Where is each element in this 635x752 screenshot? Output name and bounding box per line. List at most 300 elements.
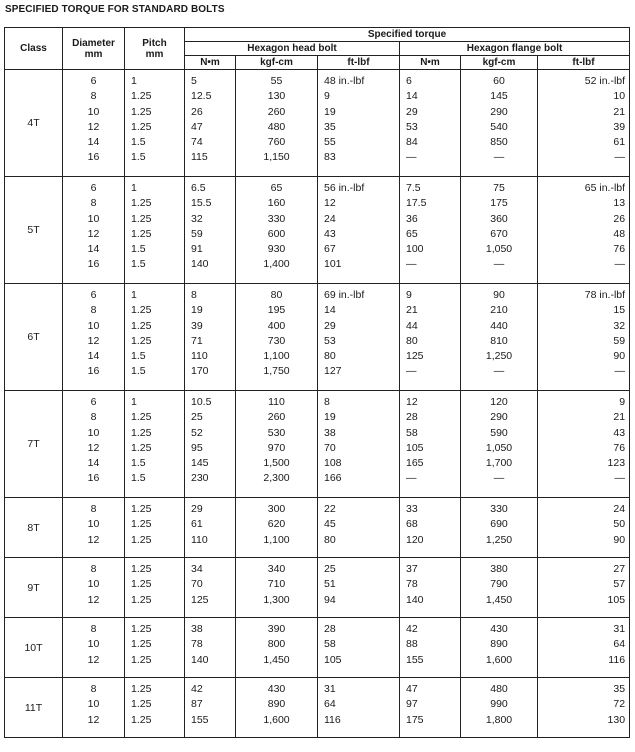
head-kgfcm-cell [236, 284, 318, 391]
pitch-value: 1.25 [131, 713, 152, 726]
pitch-value: 1.5 [131, 457, 146, 470]
flange-ftlbf-value: 116 [608, 653, 626, 666]
class-cell: 4T [5, 70, 63, 177]
pitch-value: 1.25 [131, 212, 152, 225]
diameter-value: 12 [87, 334, 100, 347]
head-nm-value: 70 [191, 578, 203, 591]
pitch-value: 1.25 [131, 227, 152, 240]
head-nm-value: 26 [191, 105, 203, 118]
flange-nm-value: 17.5 [406, 197, 427, 210]
diameter-value: 8 [90, 623, 97, 635]
head-nm-value: 170 [191, 365, 209, 378]
head-kgfcm-value: 260 [267, 411, 286, 424]
flange-ftlbf-value: 35 [613, 683, 626, 695]
head-kgfcm-value: 130 [267, 90, 286, 103]
head-ftlbf-value: 19 [324, 105, 336, 118]
head-ftlbf-value: 80 [324, 533, 336, 546]
pitch-cell [125, 70, 185, 177]
head-kgfcm-value: 730 [267, 334, 286, 347]
head-nm-value: 34 [191, 563, 203, 575]
flange-nm-value: 84 [406, 136, 418, 149]
head-ftlbf-value: 8 [324, 396, 330, 408]
flange-ftlbf-value: 13 [613, 197, 626, 210]
flange-nm-value: 68 [406, 518, 418, 531]
pitch-value: 1.5 [131, 243, 146, 256]
flange-nm-value: 165 [406, 457, 424, 470]
flange-nm-value: 78 [406, 578, 418, 591]
head-nm-value: 38 [191, 623, 203, 635]
diameter-value: 8 [90, 90, 97, 103]
flange-kgfcm-value: 670 [490, 227, 508, 240]
pitch-value: 1.25 [131, 304, 152, 317]
header-diameter: Diameter mm [63, 28, 125, 70]
head-ftlbf-value: 38 [324, 426, 336, 439]
head-nm-value: 59 [191, 227, 203, 240]
flange-kgfcm-value: 360 [490, 212, 508, 225]
head-nm-value: 125 [191, 593, 209, 606]
head-nm-value: 25 [191, 411, 203, 424]
flange-kgfcm-cell [461, 678, 538, 738]
head-ftlbf-value: 14 [324, 304, 336, 317]
diameter-value: 14 [87, 136, 100, 149]
head-ftlbf-value: 64 [324, 698, 336, 711]
flange-nm-value: — [406, 472, 417, 485]
head-nm-value: 145 [191, 457, 209, 470]
flange-ftlbf-value: 64 [613, 638, 626, 651]
class-group-row [5, 558, 630, 618]
flange-kgfcm-value: — [493, 365, 505, 378]
pitch-value: 1.25 [131, 90, 152, 103]
flange-kgfcm-value: 990 [490, 698, 508, 711]
class-cell: 10T [5, 618, 63, 678]
header-head-kgfcm: kgf-cm [236, 56, 318, 70]
head-nm-value: 78 [191, 638, 203, 651]
document-title: SPECIFIED TORQUE FOR STANDARD BOLTS [5, 4, 225, 15]
head-nm-value: 87 [191, 698, 203, 711]
head-kgfcm-value: 800 [267, 638, 286, 651]
head-nm-value: 140 [191, 258, 209, 271]
flange-kgfcm-value: 850 [490, 136, 508, 149]
head-kgfcm-value: 80 [270, 289, 283, 301]
head-nm-value: 12.5 [191, 90, 212, 103]
head-ftlbf-value: 28 [324, 623, 336, 635]
flange-ftlbf-value: 50 [613, 518, 626, 531]
flange-kgfcm-value: — [493, 151, 505, 164]
flange-ftlbf-value: 21 [613, 105, 626, 118]
head-ftlbf-cell [318, 177, 400, 284]
flange-kgfcm-value: — [493, 258, 505, 271]
diameter-value: 12 [87, 120, 100, 133]
head-ftlbf-value: 58 [324, 638, 336, 651]
pitch-value: 1.5 [131, 151, 146, 164]
flange-kgfcm-value: 690 [490, 518, 508, 531]
head-ftlbf-value: 83 [324, 151, 336, 164]
flange-ftlbf-value: 90 [613, 350, 626, 363]
class-group-row [5, 391, 630, 498]
flange-ftlbf-value: — [614, 365, 626, 378]
head-nm-value: 19 [191, 304, 203, 317]
pitch-value: 1.25 [131, 578, 152, 591]
flange-nm-value: 44 [406, 319, 418, 332]
flange-nm-value: — [406, 258, 417, 271]
flange-ftlbf-value: 24 [613, 503, 626, 515]
header-class: Class [5, 28, 63, 70]
head-kgfcm-value: 340 [267, 563, 286, 575]
head-kgfcm-value: 1,450 [263, 653, 290, 666]
head-nm-cell [185, 70, 236, 177]
diameter-value: 6 [90, 396, 97, 408]
pitch-value: 1.5 [131, 350, 146, 363]
diameter-value: 10 [87, 518, 100, 531]
flange-kgfcm-value: 1,800 [485, 713, 513, 726]
head-kgfcm-value: 110 [268, 396, 285, 408]
head-kgfcm-value: 620 [267, 518, 286, 531]
flange-nm-value: 53 [406, 120, 418, 133]
class-cell: 9T [5, 558, 63, 618]
pitch-value: 1.25 [131, 105, 152, 118]
flange-ftlbf-value: 10 [613, 90, 626, 103]
header-flange-nm: N•m [400, 56, 461, 70]
diameter-value: 14 [87, 350, 100, 363]
head-kgfcm-value: 760 [267, 136, 286, 149]
head-ftlbf-value: 53 [324, 334, 336, 347]
head-kgfcm-value: 1,600 [263, 713, 290, 726]
flange-kgfcm-cell [461, 558, 538, 618]
head-nm-value: 15.5 [191, 197, 212, 210]
flange-ftlbf-cell [538, 498, 630, 558]
head-ftlbf-value: 101 [324, 258, 342, 271]
head-kgfcm-value: 430 [267, 683, 286, 695]
flange-kgfcm-value: 380 [490, 563, 508, 575]
flange-nm-value: 9 [406, 289, 412, 301]
flange-nm-value: 80 [406, 334, 418, 347]
flange-kgfcm-cell [461, 391, 538, 498]
flange-ftlbf-value: 76 [613, 441, 626, 454]
flange-kgfcm-value: 1,700 [485, 457, 513, 470]
head-nm-cell [185, 177, 236, 284]
flange-nm-cell [400, 498, 461, 558]
pitch-value: 1.25 [131, 503, 152, 515]
flange-nm-value: 36 [406, 212, 418, 225]
head-ftlbf-value: 29 [324, 319, 336, 332]
pitch-value: 1.25 [131, 319, 152, 332]
head-nm-value: 115 [191, 151, 208, 164]
flange-kgfcm-value: 90 [493, 289, 505, 301]
head-kgfcm-value: 400 [267, 319, 286, 332]
head-kgfcm-value: 65 [270, 182, 283, 194]
head-nm-value: 39 [191, 319, 203, 332]
pitch-value: 1.25 [131, 441, 152, 454]
head-ftlbf-value: 166 [324, 472, 342, 485]
pitch-cell [125, 618, 185, 678]
head-kgfcm-value: 930 [267, 243, 286, 256]
diameter-value: 14 [87, 243, 100, 256]
flange-nm-cell [400, 284, 461, 391]
diameter-value: 10 [87, 426, 100, 439]
head-nm-value: 29 [191, 503, 203, 515]
class-group-row [5, 678, 630, 738]
diameter-cell [63, 678, 125, 738]
diameter-value: 16 [87, 151, 100, 164]
head-ftlbf-value: 25 [324, 563, 336, 575]
pitch-cell [125, 558, 185, 618]
flange-ftlbf-value: 43 [613, 426, 626, 439]
head-nm-cell [185, 558, 236, 618]
class-cell: 11T [5, 678, 63, 738]
flange-nm-value: 28 [406, 411, 418, 424]
head-kgfcm-value: 1,750 [263, 365, 290, 378]
head-ftlbf-value: 80 [324, 350, 336, 363]
flange-ftlbf-value: — [614, 151, 626, 164]
head-nm-cell [185, 618, 236, 678]
flange-ftlbf-value: — [614, 472, 626, 485]
flange-kgfcm-value: 1,050 [485, 243, 513, 256]
pitch-cell [125, 177, 185, 284]
flange-kgfcm-value: 1,250 [485, 533, 513, 546]
flange-kgfcm-value: 1,600 [485, 653, 513, 666]
flange-nm-value: 97 [406, 698, 418, 711]
flange-ftlbf-value: 130 [607, 713, 626, 726]
flange-ftlbf-value: 31 [613, 623, 626, 635]
diameter-value: 10 [87, 212, 100, 225]
flange-nm-value: 33 [406, 503, 418, 515]
flange-kgfcm-cell [461, 618, 538, 678]
flange-kgfcm-value: 1,050 [485, 441, 513, 454]
head-kgfcm-value: 600 [267, 227, 286, 240]
head-ftlbf-value: 19 [324, 411, 336, 424]
diameter-value: 6 [90, 289, 97, 301]
head-nm-value: 140 [191, 653, 209, 666]
diameter-cell [63, 618, 125, 678]
head-nm-value: 52 [191, 426, 203, 439]
head-kgfcm-cell [236, 391, 318, 498]
class-cell: 8T [5, 498, 63, 558]
diameter-cell [63, 498, 125, 558]
flange-ftlbf-value: 9 [619, 396, 626, 408]
flange-kgfcm-value: 145 [490, 90, 508, 103]
head-ftlbf-value: 116 [324, 713, 341, 726]
flange-ftlbf-value: 26 [613, 212, 626, 225]
diameter-cell [63, 284, 125, 391]
flange-nm-value: 88 [406, 638, 418, 651]
head-ftlbf-value: 69 in.-lbf [324, 289, 365, 301]
head-ftlbf-value: 12 [324, 197, 336, 210]
flange-nm-value: 100 [406, 243, 424, 256]
flange-kgfcm-value: 290 [490, 411, 508, 424]
diameter-value: 10 [87, 105, 100, 118]
flange-nm-cell [400, 678, 461, 738]
flange-nm-value: 7.5 [406, 182, 421, 194]
head-nm-cell [185, 678, 236, 738]
diameter-cell [63, 391, 125, 498]
header-flange-kgfcm: kgf-cm [461, 56, 538, 70]
head-nm-value: 74 [191, 136, 203, 149]
head-ftlbf-value: 48 in.-lbf [324, 75, 365, 87]
head-ftlbf-value: 56 in.-lbf [324, 182, 365, 194]
flange-kgfcm-value: 175 [490, 197, 508, 210]
diameter-value: 16 [87, 365, 100, 378]
diameter-cell [63, 558, 125, 618]
head-kgfcm-cell [236, 618, 318, 678]
flange-ftlbf-value: 15 [613, 304, 626, 317]
flange-ftlbf-value: 48 [613, 227, 626, 240]
head-kgfcm-cell [236, 70, 318, 177]
head-nm-value: 155 [191, 713, 209, 726]
head-kgfcm-value: 2,300 [263, 472, 290, 485]
head-ftlbf-value: 45 [324, 518, 336, 531]
pitch-value: 1.25 [131, 411, 152, 424]
flange-kgfcm-value: 440 [490, 319, 508, 332]
flange-kgfcm-cell [461, 284, 538, 391]
head-kgfcm-cell [236, 498, 318, 558]
flange-nm-value: 175 [406, 713, 424, 726]
class-cell: 5T [5, 177, 63, 284]
diameter-value: 6 [90, 75, 97, 87]
header-flange-ftlbf: ft-lbf [538, 56, 630, 70]
pitch-cell [125, 678, 185, 738]
flange-kgfcm-value: 1,250 [485, 350, 513, 363]
torque-table [4, 27, 630, 738]
flange-nm-value: 21 [406, 304, 418, 317]
head-ftlbf-value: 55 [324, 136, 336, 149]
head-nm-value: 110 [191, 533, 208, 546]
head-ftlbf-value: 127 [324, 365, 342, 378]
pitch-value: 1 [131, 289, 137, 301]
flange-ftlbf-cell [538, 678, 630, 738]
flange-ftlbf-value: 57 [613, 578, 626, 591]
head-ftlbf-value: 70 [324, 441, 336, 454]
head-kgfcm-value: 1,300 [263, 593, 290, 606]
head-kgfcm-value: 1,100 [263, 350, 290, 363]
diameter-value: 12 [87, 533, 100, 546]
head-kgfcm-value: 1,150 [263, 151, 290, 164]
flange-ftlbf-value: 76 [613, 243, 626, 256]
head-kgfcm-cell [236, 177, 318, 284]
flange-kgfcm-cell [461, 70, 538, 177]
flange-nm-value: 12 [406, 396, 418, 408]
flange-nm-cell [400, 391, 461, 498]
pitch-value: 1.5 [131, 136, 146, 149]
head-nm-value: 8 [191, 289, 197, 301]
class-group-row [5, 498, 630, 558]
head-nm-cell [185, 391, 236, 498]
flange-nm-value: 140 [406, 593, 424, 606]
head-kgfcm-value: 1,100 [263, 533, 290, 546]
header-head-nm: N•m [185, 56, 236, 70]
head-nm-value: 47 [191, 120, 203, 133]
pitch-value: 1.25 [131, 533, 152, 546]
flange-kgfcm-value: 330 [490, 503, 508, 515]
flange-ftlbf-value: 72 [613, 698, 626, 711]
flange-nm-value: 155 [406, 653, 424, 666]
pitch-cell [125, 284, 185, 391]
flange-nm-value: 120 [406, 533, 424, 546]
flange-kgfcm-value: 210 [490, 304, 508, 317]
head-nm-value: 95 [191, 441, 203, 454]
pitch-value: 1.5 [131, 365, 146, 378]
head-nm-value: 71 [191, 334, 203, 347]
flange-ftlbf-value: 32 [613, 319, 626, 332]
header-pitch: Pitch mm [125, 28, 185, 70]
pitch-value: 1.25 [131, 638, 152, 651]
pitch-value: 1.25 [131, 120, 152, 133]
head-ftlbf-value: 43 [324, 227, 336, 240]
head-kgfcm-value: 390 [267, 623, 286, 635]
diameter-value: 8 [90, 683, 97, 695]
head-ftlbf-value: 51 [324, 578, 336, 591]
flange-ftlbf-value: 52 in.-lbf [584, 75, 626, 87]
head-nm-value: 42 [191, 683, 203, 695]
diameter-cell [63, 177, 125, 284]
class-group-row [5, 618, 630, 678]
flange-ftlbf-value: 39 [613, 120, 626, 133]
head-ftlbf-cell [318, 284, 400, 391]
diameter-value: 10 [87, 578, 100, 591]
pitch-value: 1.5 [131, 258, 146, 271]
header-specified-torque: Specified torque [185, 28, 630, 42]
pitch-value: 1 [131, 75, 137, 87]
head-nm-value: 230 [191, 472, 209, 485]
head-nm-cell [185, 284, 236, 391]
head-ftlbf-cell [318, 391, 400, 498]
head-ftlbf-value: 35 [324, 120, 336, 133]
flange-nm-cell [400, 618, 461, 678]
flange-nm-cell [400, 70, 461, 177]
flange-kgfcm-value: 790 [490, 578, 508, 591]
flange-ftlbf-value: 78 in.-lbf [584, 289, 626, 301]
head-ftlbf-cell [318, 678, 400, 738]
flange-kgfcm-value: — [493, 472, 505, 485]
flange-ftlbf-value: 21 [613, 411, 626, 424]
diameter-value: 8 [90, 304, 97, 317]
flange-kgfcm-value: 1,450 [485, 593, 513, 606]
head-ftlbf-cell [318, 618, 400, 678]
flange-ftlbf-value: 61 [613, 136, 626, 149]
diameter-value: 8 [90, 563, 97, 575]
flange-ftlbf-value: 59 [613, 334, 626, 347]
pitch-value: 1.25 [131, 683, 152, 695]
class-group-row [5, 70, 630, 177]
flange-nm-value: 65 [406, 227, 418, 240]
flange-nm-value: — [406, 365, 417, 378]
flange-ftlbf-cell [538, 70, 630, 177]
flange-kgfcm-value: 75 [493, 182, 505, 194]
flange-kgfcm-value: 60 [493, 75, 505, 87]
head-nm-cell [185, 498, 236, 558]
diameter-value: 12 [87, 441, 100, 454]
head-kgfcm-value: 890 [267, 698, 286, 711]
pitch-value: 1.25 [131, 623, 152, 635]
flange-ftlbf-value: — [614, 258, 626, 271]
class-cell: 7T [5, 391, 63, 498]
flange-ftlbf-cell [538, 177, 630, 284]
head-kgfcm-value: 710 [267, 578, 286, 591]
diameter-value: 12 [87, 227, 100, 240]
diameter-value: 14 [87, 457, 100, 470]
pitch-value: 1.25 [131, 518, 152, 531]
flange-nm-value: 42 [406, 623, 418, 635]
head-kgfcm-value: 330 [267, 212, 286, 225]
flange-nm-value: 58 [406, 426, 418, 439]
flange-nm-cell [400, 177, 461, 284]
diameter-value: 10 [87, 319, 100, 332]
flange-nm-value: 14 [406, 90, 418, 103]
flange-kgfcm-value: 120 [490, 396, 508, 408]
head-nm-value: 32 [191, 212, 203, 225]
head-kgfcm-value: 195 [267, 304, 286, 317]
head-ftlbf-cell [318, 70, 400, 177]
pitch-value: 1.5 [131, 472, 146, 485]
